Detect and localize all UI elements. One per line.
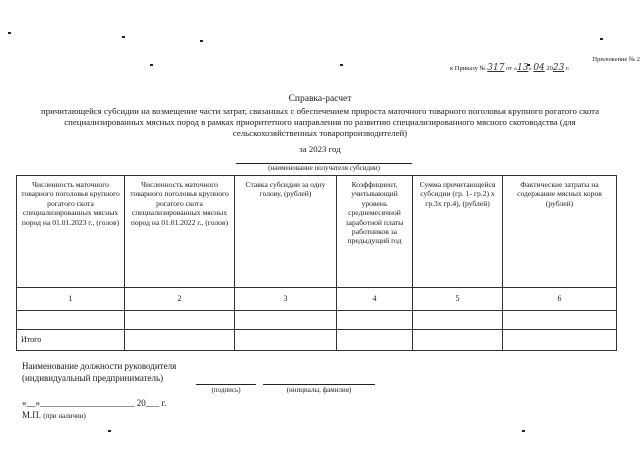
- entrepreneur-label: (индивидуальный предприниматель): [22, 373, 164, 383]
- order-close-quote: »: [528, 65, 532, 72]
- stamp-note: (при наличии): [43, 412, 86, 420]
- document-year: за 2023 год: [299, 144, 341, 154]
- scan-speck: [122, 36, 125, 38]
- table-row: [17, 311, 617, 330]
- table-number-row: [17, 288, 617, 311]
- table-total-row: [17, 330, 617, 351]
- header-cell: Коэффициент, учитывающий уровень среднемесячной заработной платы работников за предыдущий год: [337, 176, 413, 288]
- table-cell[interactable]: [125, 330, 235, 351]
- header-cell: Численность маточного товарного поголовья крупного рогатого скота специализированных мясных пород на 01.01.2022 г., (голов): [125, 176, 235, 288]
- order-reference: [450, 64, 640, 73]
- appendix-header: [450, 56, 640, 73]
- table-cell[interactable]: [337, 311, 413, 330]
- signature-line: [196, 384, 256, 385]
- document-subtitle: причитающейся субсидии на возмещение части затрат, связанных с обеспечением прироста маточного товарного поголовья крупного рогатого скота специализированных мясных пород в рамках приоритетного направления по развитию специализированного мясного скотоводства (для сельскохозяйственных товаропроизводителей): [41, 106, 599, 138]
- name-caption: (инициалы, фамилия): [286, 386, 352, 394]
- order-month: 04: [533, 63, 545, 73]
- header-cell: Численность маточного товарного поголовья крупного рогатого скота специализированных мясных пород на 01.01.2023 г., (голов): [17, 176, 125, 288]
- name-line: [263, 384, 375, 385]
- column-number: 5: [413, 288, 503, 311]
- header-cell: Фактические затраты на содержание мясных коров (рублей): [503, 176, 617, 288]
- column-number: 4: [337, 288, 413, 311]
- header-cell: Ставка субсидии за одну голову, (рублей): [235, 176, 337, 288]
- scan-speck: [108, 430, 111, 432]
- scan-speck: [522, 430, 525, 432]
- order-from: от «: [506, 65, 517, 72]
- column-number: 6: [503, 288, 617, 311]
- stamp-label: М.П.: [22, 410, 42, 420]
- scan-speck: [8, 32, 11, 34]
- table-cell[interactable]: [503, 311, 617, 330]
- document-title: Справка-расчет: [288, 94, 352, 104]
- stamp-place: [22, 410, 86, 420]
- column-number: 2: [125, 288, 235, 311]
- scan-speck: [600, 38, 603, 40]
- table-header-row: [17, 176, 617, 288]
- position-label: Наименование должности руководителя: [22, 361, 177, 371]
- table-cell[interactable]: [503, 330, 617, 351]
- appendix-number: Приложение № 2: [592, 56, 640, 63]
- order-year: 23: [552, 63, 565, 73]
- table-cell[interactable]: [17, 311, 125, 330]
- column-number: 3: [235, 288, 337, 311]
- header-cell: Сумма причитающейся субсидии (гр. 1- гр.2) х гр.3х гр.4), (рублей): [413, 176, 503, 288]
- order-day: 13: [517, 63, 529, 73]
- subsidy-table: [16, 175, 617, 351]
- order-number: 317: [487, 63, 505, 73]
- scan-speck: [150, 64, 153, 66]
- order-year-end: г.: [565, 65, 570, 72]
- table-cell[interactable]: [413, 330, 503, 351]
- order-prefix: к Приказу №: [450, 65, 486, 72]
- date-line: «__»_____________________ 20___ г.: [22, 398, 167, 408]
- total-label: Итого: [17, 330, 125, 351]
- signature-caption: (подпись): [211, 386, 241, 394]
- table-cell[interactable]: [413, 311, 503, 330]
- scan-speck: [340, 64, 343, 66]
- table-cell[interactable]: [337, 330, 413, 351]
- column-number: 1: [17, 288, 125, 311]
- signatory-block: [22, 360, 176, 384]
- table-cell[interactable]: [125, 311, 235, 330]
- table-cell[interactable]: [235, 330, 337, 351]
- order-year-prefix: 20: [546, 65, 553, 72]
- table-cell[interactable]: [235, 311, 337, 330]
- recipient-caption: (наименование получателя субсидии): [268, 164, 380, 172]
- scan-speck: [200, 40, 203, 42]
